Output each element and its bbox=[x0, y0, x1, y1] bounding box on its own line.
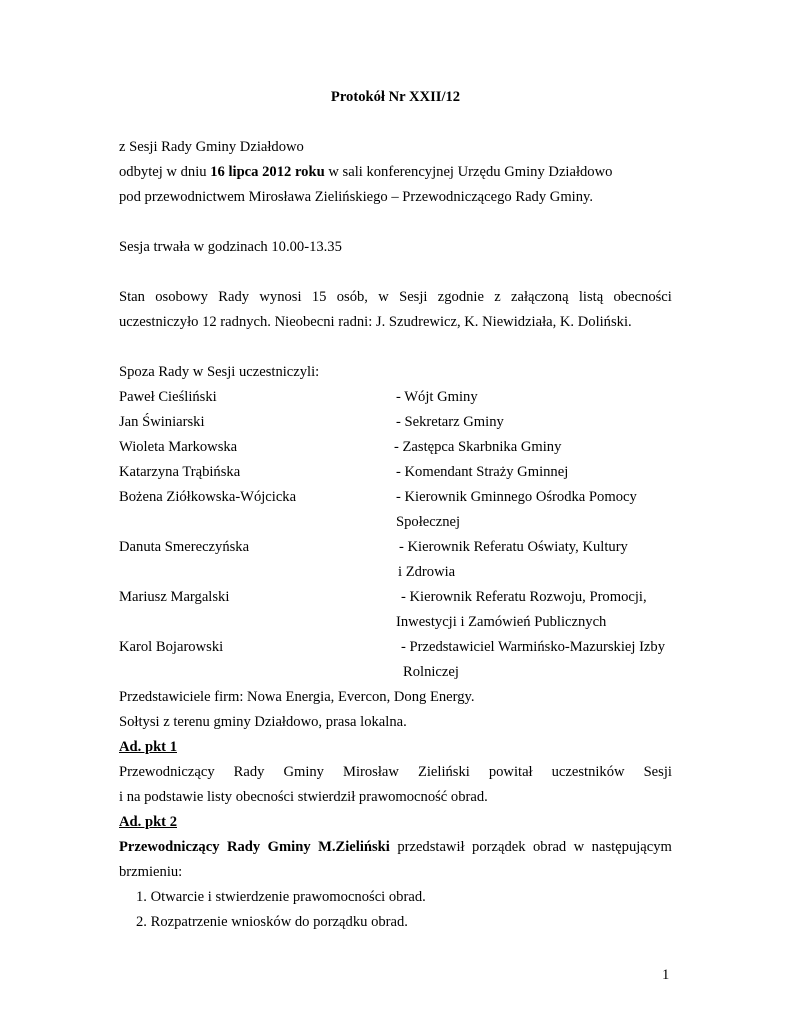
pkt1-words bbox=[119, 763, 672, 781]
word-bold: M.Zieliński bbox=[318, 839, 390, 855]
session-date: 16 lipca 2012 roku bbox=[210, 164, 325, 180]
word: następującym bbox=[591, 839, 672, 855]
word: Gminy bbox=[283, 764, 324, 780]
word: wynosi bbox=[259, 289, 302, 305]
word: załączoną bbox=[511, 289, 569, 305]
word: uczestników bbox=[551, 764, 625, 780]
intro-line-2-pre: odbytej w dniu bbox=[119, 164, 211, 180]
word: porządek bbox=[472, 839, 526, 855]
guest-name: Wioleta Markowska bbox=[119, 439, 238, 455]
council-line-1 bbox=[119, 288, 672, 306]
word: z bbox=[494, 289, 501, 305]
word: w bbox=[573, 839, 585, 855]
guest-role-continued: Inwestycji i Zamówień Publicznych bbox=[396, 614, 607, 630]
guest-role: - Wójt Gminy bbox=[396, 389, 478, 405]
document-title: Protokół Nr XXII/12 bbox=[330, 89, 461, 105]
guest-role-continued: i Zdrowia bbox=[398, 564, 456, 580]
intro-line-3: pod przewodnictwem Mirosława Zielińskiego – Przewodniczącego Rady Gminy. bbox=[119, 189, 594, 205]
guest-role: - Komendant Straży Gminnej bbox=[396, 464, 569, 480]
guest-role-continued: Społecznej bbox=[396, 514, 461, 530]
word-bold: Rady bbox=[226, 839, 261, 855]
guest-name: Katarzyna Trąbińska bbox=[119, 464, 241, 480]
session-hours: Sesja trwała w godzinach 10.00-13.35 bbox=[119, 239, 342, 255]
guest-role-continued: Rolniczej bbox=[403, 664, 459, 680]
guest-role: - Kierownik Gminnego Ośrodka Pomocy bbox=[396, 489, 637, 505]
page-number: 1 bbox=[662, 967, 670, 983]
word-bold: Przewodniczący bbox=[119, 839, 220, 855]
word: 15 bbox=[311, 289, 327, 305]
word: Rady bbox=[233, 764, 265, 780]
council-line-2: uczestniczyło 12 radnych. Nieobecni radni: J. Szudrewicz, K. Niewidziała, K. Doliński. bbox=[119, 314, 632, 330]
guest-name: Jan Świniarski bbox=[119, 414, 205, 430]
word-bold: Gminy bbox=[267, 839, 311, 855]
word: Sesji bbox=[399, 289, 428, 305]
agenda-item-number: 1. bbox=[136, 889, 147, 905]
agenda-item bbox=[136, 888, 426, 906]
agenda-item-number: 2. bbox=[136, 914, 147, 930]
guest-role: - Sekretarz Gminy bbox=[396, 414, 504, 430]
pkt2-line-2: brzmieniu: bbox=[119, 864, 183, 880]
word: Przewodniczący bbox=[119, 764, 215, 780]
word: obrad bbox=[532, 839, 567, 855]
guests-heading: Spoza Rady w Sesji uczestniczyli: bbox=[119, 364, 320, 380]
pkt2-line-1 bbox=[119, 838, 672, 856]
companies-line: Przedstawiciele firm: Nowa Energia, Evercon, Dong Energy. bbox=[119, 689, 475, 705]
word: Rady bbox=[218, 289, 250, 305]
word: zgodnie bbox=[437, 289, 484, 305]
agenda-item-text: Rozpatrzenie wniosków do porządku obrad. bbox=[150, 914, 408, 930]
guest-name: Mariusz Margalski bbox=[119, 589, 230, 605]
guest-name: Karol Bojarowski bbox=[119, 639, 224, 655]
intro-line-2-post: w sali konferencyjnej Urzędu Gminy Działdowo bbox=[324, 164, 613, 180]
guest-role: - Przedstawiciel Warmińsko-Mazurskiej Izby bbox=[401, 639, 665, 655]
intro-line-2 bbox=[119, 163, 612, 181]
pkt2-heading: Ad. pkt 2 bbox=[119, 814, 177, 830]
pkt1-line-2: i na podstawie listy obecności stwierdził prawomocność obrad. bbox=[119, 789, 488, 805]
word: Sesji bbox=[643, 764, 672, 780]
council-words bbox=[119, 288, 672, 306]
word: obecności bbox=[613, 289, 672, 305]
agenda-item bbox=[136, 913, 408, 931]
pkt1-heading: Ad. pkt 1 bbox=[119, 739, 177, 755]
guest-role: - Kierownik Referatu Oświaty, Kultury bbox=[399, 539, 628, 555]
word: Zieliński bbox=[417, 764, 470, 780]
guest-name: Paweł Cieśliński bbox=[119, 389, 217, 405]
guest-name: Bożena Ziółkowska-Wójcicka bbox=[119, 489, 297, 505]
pkt2-words bbox=[119, 838, 672, 856]
word: powitał bbox=[488, 764, 533, 780]
word: osobowy bbox=[155, 289, 208, 305]
pkt1-line-1 bbox=[119, 763, 672, 781]
word: w bbox=[378, 289, 389, 305]
word: listą bbox=[578, 289, 604, 305]
guest-name: Danuta Smereczyńska bbox=[119, 539, 250, 555]
word: osób, bbox=[336, 289, 368, 305]
village-heads-line: Sołtysi z terenu gminy Działdowo, prasa lokalna. bbox=[119, 714, 407, 730]
word: Stan bbox=[119, 289, 145, 305]
guest-role: - Kierownik Referatu Rozwoju, Promocji, bbox=[401, 589, 647, 605]
word: Mirosław bbox=[342, 764, 399, 780]
word: przedstawił bbox=[397, 839, 465, 855]
agenda-item-text: Otwarcie i stwierdzenie prawomocności obrad. bbox=[150, 889, 426, 905]
guest-role: - Zastępca Skarbnika Gminy bbox=[394, 439, 562, 455]
intro-line-1: z Sesji Rady Gminy Działdowo bbox=[119, 139, 304, 155]
